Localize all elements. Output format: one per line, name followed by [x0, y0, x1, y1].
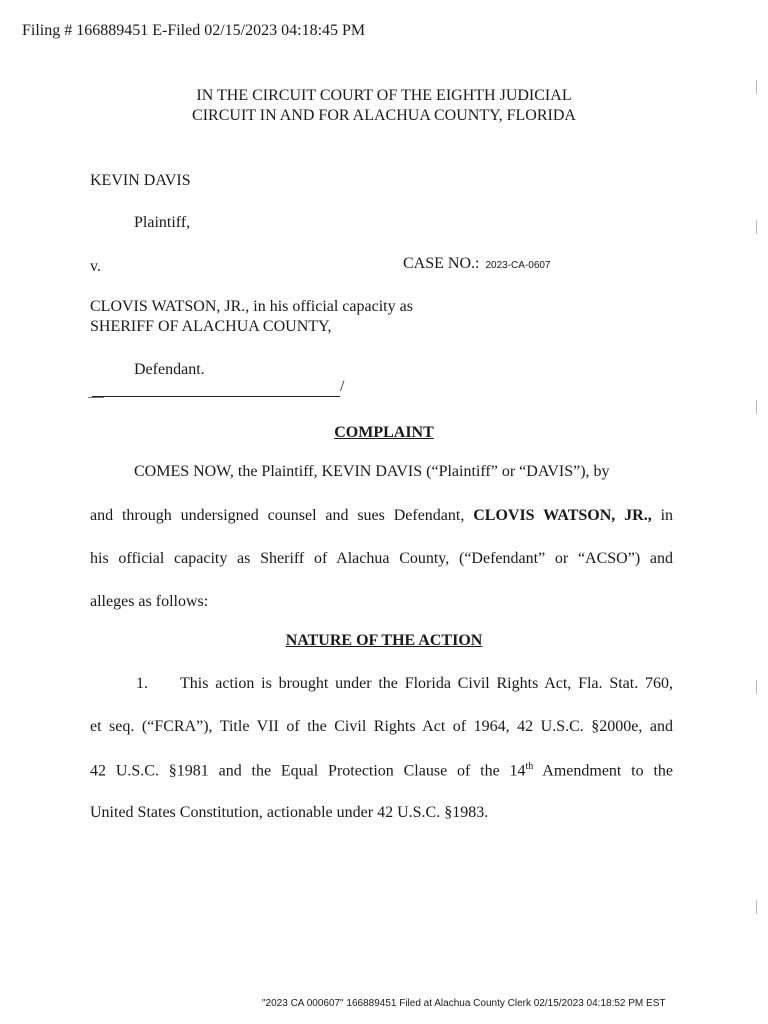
plaintiff-role: Plaintiff,: [134, 214, 191, 231]
defendant-line1: CLOVIS WATSON, JR., in his official capacity as: [90, 298, 413, 315]
versus: v.: [90, 258, 101, 275]
court-heading-line1: IN THE CIRCUIT COURT OF THE EIGHTH JUDICIAL: [196, 87, 572, 104]
intro-line3: his official capacity as Sheriff of Alachua County, (“Defendant” or “ACSO”) and: [90, 550, 673, 567]
para1-line3: [90, 761, 673, 780]
scan-edge-mark: [756, 680, 757, 694]
intro-line2-defendant-bold: CLOVIS WATSON, JR.,: [473, 507, 652, 524]
defendant-line2: SHERIFF OF ALACHUA COUNTY,: [90, 318, 332, 335]
plaintiff-name: KEVIN DAVIS: [90, 172, 191, 189]
para1-line4: United States Constitution, actionable under 42 U.S.C. §1983.: [90, 804, 489, 821]
caption-slash: /: [340, 378, 345, 395]
para1-line2: et seq. (“FCRA”), Title VII of the Civil Rights Act of 1964, 42 U.S.C. §2000e, and: [90, 718, 673, 735]
scan-edge-mark: [756, 900, 757, 914]
para1-line3-text-b: Amendment to the: [542, 762, 674, 780]
filing-stamp: Filing # 166889451 E-Filed 02/15/2023 04:18:45 PM: [22, 22, 366, 39]
intro-line2-text-b: in: [660, 507, 674, 524]
case-number-value: 2023-CA-0607: [485, 260, 551, 271]
case-number-label: CASE NO.:: [403, 255, 480, 272]
defendant-role: Defendant.: [134, 361, 205, 378]
intro-line1: COMES NOW, the Plaintiff, KEVIN DAVIS (“Plaintiff” or “DAVIS”), by: [134, 463, 610, 480]
para1-number: 1.: [136, 675, 148, 692]
case-number: [403, 255, 551, 273]
intro-line2: [90, 507, 673, 525]
clerk-filing-stamp: "2023 CA 000607" 166889451 Filed at Alachua County Clerk 02/15/2023 04:18:52 PM EST: [262, 998, 666, 1009]
section-title: NATURE OF THE ACTION: [285, 632, 483, 649]
court-heading-line2: CIRCUIT IN AND FOR ALACHUA COUNTY, FLORIDA: [192, 107, 576, 124]
caption-line-dash: [88, 397, 104, 398]
caption-line: [92, 396, 340, 397]
para1-line1: This action is brought under the Florida Civil Rights Act, Fla. Stat. 760,: [180, 675, 673, 692]
para1-line3-text-a: 42 U.S.C. §1981 and the Equal Protection Clause of the 14: [90, 762, 526, 780]
intro-line4: alleges as follows:: [90, 593, 209, 610]
intro-line2-text-a: and through undersigned counsel and sues Defendant,: [90, 507, 465, 524]
scan-edge-mark: [756, 80, 757, 94]
scan-edge-mark: [756, 400, 757, 414]
para1-line3-superscript: th: [525, 761, 534, 772]
complaint-title: COMPLAINT: [334, 424, 434, 441]
scan-edge-mark: [756, 220, 757, 234]
